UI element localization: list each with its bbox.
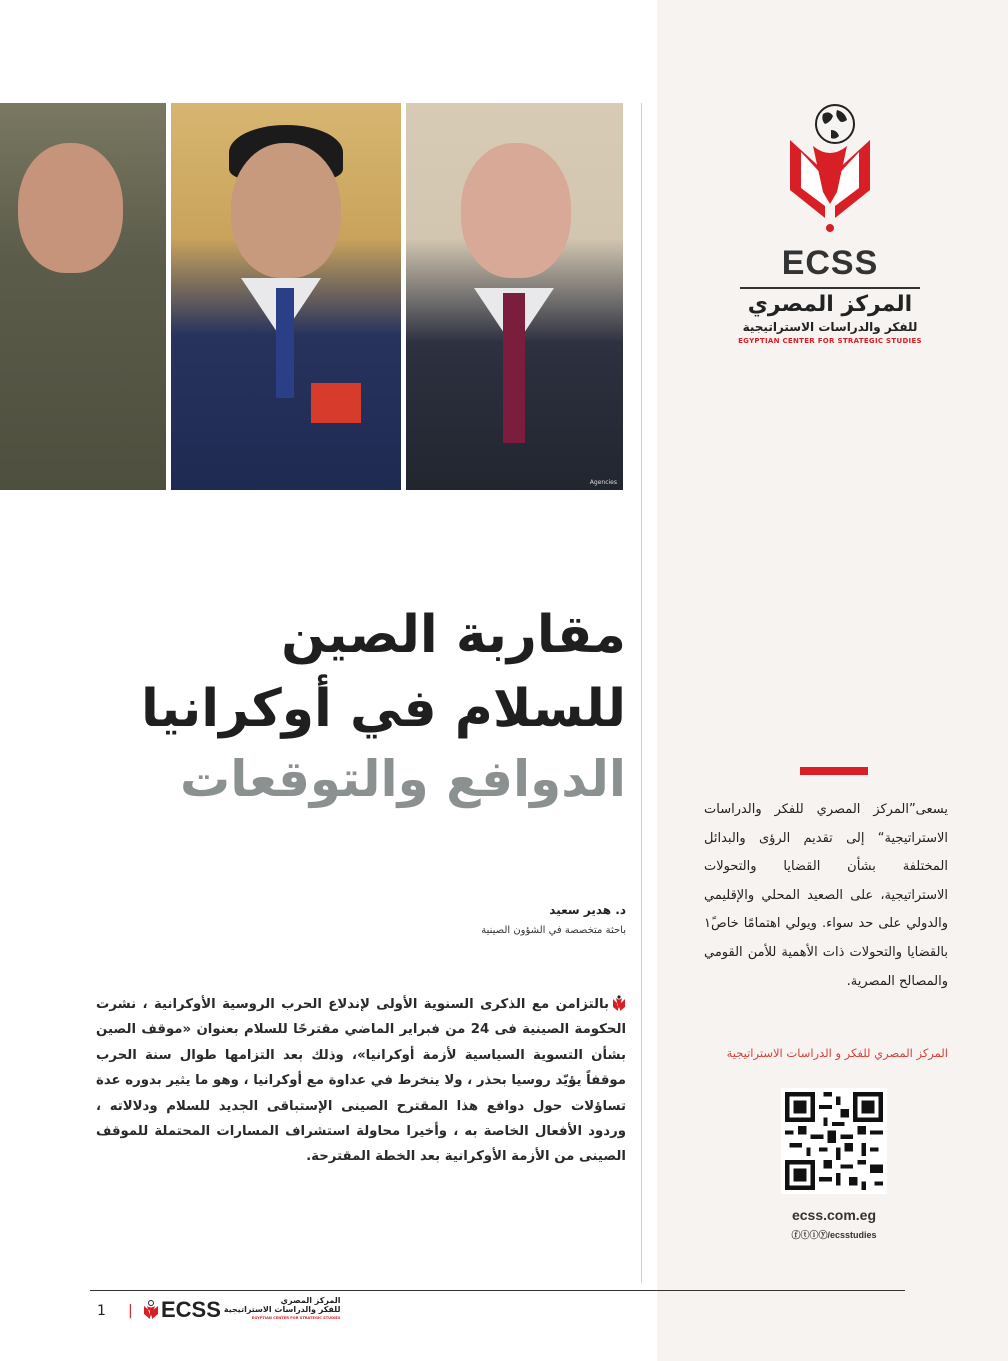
ecss-mini-logo-icon (612, 995, 626, 1013)
delegate-badge (311, 383, 361, 423)
about-signature: المركز المصري للفكر و الدراسات الاستراتيجية (726, 1046, 948, 1060)
footer-separator: | (128, 1303, 133, 1319)
author-role: باحثة متخصصة في الشؤون الصينية (481, 925, 626, 936)
column-divider (641, 103, 642, 1283)
photo-zelensky (0, 103, 166, 490)
logo-name-en: EGYPTIAN CENTER FOR STRATEGIC STUDIES (738, 337, 922, 345)
title-line-1: مقاربة الصين (281, 605, 626, 665)
social-handles[interactable]: ⓕⓣⓘⓨ/ecsstudies (791, 1230, 877, 1240)
footer-rule (90, 1290, 905, 1291)
ecss-logo (730, 100, 930, 350)
logo-acronym: ECSS (781, 244, 879, 282)
website-link[interactable]: ecss.com.eg (791, 1207, 877, 1223)
page-number: 1 (97, 1303, 106, 1319)
article-intro-text: بالتزامن مع الذكرى السنوية الأولى لإندلاع الحرب الروسية الأوكرانية ، نشرت الحكومة الصينية فى 24 من فبراير الماضي مقترحًا للسلام بعنوان «موقف الصين بشأن التسوية السياسية لأزمة أوكرانيا»، وذلك بعد التزامها طوال سنة الحرب موقفاً يؤيّد روسيا بحذر ، ولا ينخرط في عداوة مع أوكرانيا ، وهو ما يثير بدوره عدة تساؤلات حول دوافع هذا المقترح الصينى الإستباقى الجديد للسلام ودلالاته ، وردود الأفعال الخاصة به ، وأخيرا محاولة استشراف المسارات المحتملة للموقف الصينى من الأزمة الأوكرانية بعد الخطة المقترحة. (96, 997, 627, 1165)
tie-shape (503, 293, 525, 443)
globe-book-icon (785, 100, 875, 240)
footer-name-ar: المركز المصري (280, 1296, 341, 1305)
photo-xi (171, 103, 401, 490)
accent-rule (800, 767, 868, 775)
logo-name-ar: المركز المصري (747, 292, 913, 317)
leaders-photo-strip (0, 103, 628, 490)
logo-subtitle-ar: للفكر والدراسات الاستراتيجية (742, 320, 918, 334)
footer-logo-icon (144, 1300, 158, 1320)
footer-acronym: ECSS (161, 1296, 221, 1322)
footer-name-block (224, 1296, 341, 1323)
article-intro (96, 992, 626, 1170)
about-text: يسعى”المركز المصري للفكر والدراسات الاستراتيجية“ إلى تقديم الرؤى والبدائل المختلفة بشأن القضايا والتحولات الاستراتيجية، على الصعيد المحلي والإقليمي والدولي على حد سواء. ويولي اهتمامًا خاص١ً بالقضايا والتحولات ذات الأهمية للأمن القومي والمصالح المصرية. (704, 802, 948, 989)
photo-credit: Agencies (589, 479, 617, 486)
footer-subtitle-ar: للفكر والدراسات الاستراتيجية (223, 1305, 341, 1314)
qr-code[interactable] (781, 1088, 887, 1194)
photo-putin (406, 103, 623, 490)
face-shape (231, 143, 341, 278)
title-line-2: للسلام في أوكرانيا (141, 679, 626, 739)
logo-rule (740, 287, 920, 289)
footer-name-en: EGYPTIAN CENTER FOR STRATEGIC STUDIES (251, 1316, 341, 1320)
title-subtitle: الدوافع والتوقعات (179, 750, 626, 808)
article-title (66, 598, 626, 812)
footer-logo (144, 1296, 340, 1323)
author-block (326, 903, 626, 936)
face-shape (461, 143, 571, 278)
tie-shape (276, 288, 294, 398)
author-name: د. هدير سعيد (549, 903, 626, 917)
face-shape (18, 143, 123, 273)
